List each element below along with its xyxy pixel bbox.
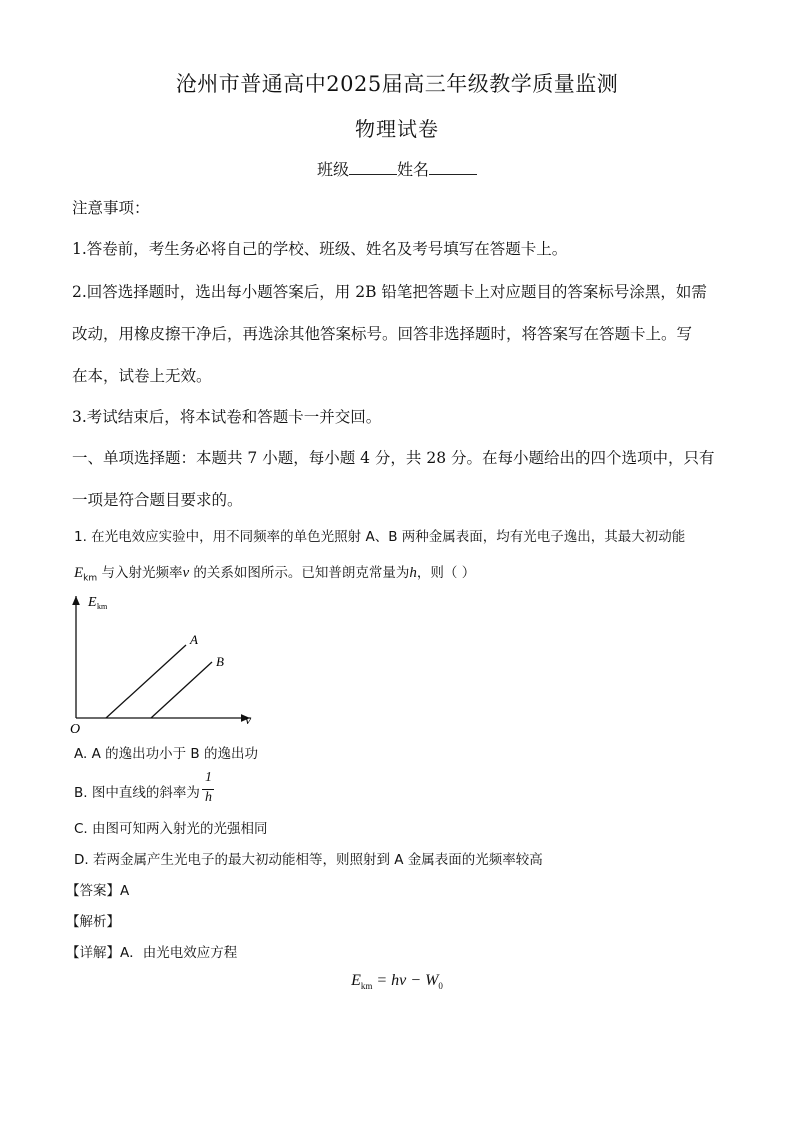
name-blank[interactable] (429, 160, 477, 175)
note-item-2-line1: 2.回答选择题时，选出每小题答案后，用 2B 铅笔把答题卡上对应题目的答案标号涂黑，如需 (72, 283, 707, 301)
note-item-1: 1.答卷前，考生务必将自己的学校、班级、姓名及考号填写在答题卡上。 (72, 240, 568, 258)
analysis-label: 【解析】 (66, 914, 120, 930)
option-c[interactable]: C. 由图可知两入射光的光强相同 (74, 821, 268, 837)
symbol-nu: ν (182, 565, 190, 581)
section-1-line1: 一、单项选择题：本题共 7 小题，每小题 4 分，共 28 分。在每小题给出的四个选项中，只有 (72, 449, 715, 467)
class-name-line (0, 157, 794, 180)
option-a[interactable]: A. A 的逸出功小于 B 的逸出功 (74, 746, 258, 762)
line-b-label: B (216, 654, 224, 669)
symbol-e: E (74, 565, 84, 581)
formula-rhs: = hν − W (372, 972, 439, 989)
symbol-km: km (83, 573, 98, 584)
stem-part-1: 与入射光频率 (101, 565, 183, 581)
symbol-h: h (409, 565, 417, 581)
name-label: 姓名 (397, 160, 430, 179)
section-1-line2: 一项是符合题目要求的。 (72, 491, 243, 509)
y-axis-sub: km (97, 602, 108, 611)
x-axis-label: ν (245, 713, 252, 728)
formula-w-sub: 0 (438, 981, 443, 992)
exam-title: 沧州市普通高中2025届高三年级教学质量监测 (175, 72, 619, 96)
note-item-3: 3.考试结束后，将本试卷和答题卡一并交回。 (72, 408, 382, 426)
exam-subtitle: 物理试卷 (355, 117, 439, 141)
note-item-2-line2: 改动，用橡皮擦干净后，再选涂其他答案标号。回答非选择题时，将答案写在答题卡上。写 (72, 325, 693, 343)
stem-part-2: 的关系如图所示。已知普朗克常量为 (193, 565, 410, 581)
detail-label: 【详解】A．由光电效应方程 (66, 945, 238, 961)
option-b-denominator: h (205, 790, 212, 805)
option-b[interactable]: B. 图中直线的斜率为 (74, 785, 200, 801)
line-b (151, 662, 212, 718)
ekm-nu-graph (66, 590, 266, 738)
stem-part-3: ，则（ ） (416, 565, 476, 581)
class-blank[interactable] (349, 160, 397, 175)
line-a (106, 645, 186, 718)
line-a-label: A (190, 632, 198, 647)
notes-heading: 注意事项： (72, 199, 150, 217)
option-b-numerator: 1 (205, 770, 212, 785)
formula-lhs-sub: km (360, 981, 373, 992)
question-1-stem-line1: 1. 在光电效应实验中，用不同频率的单色光照射 A、B 两种金属表面，均有光电子逸出，其最大初动能 (74, 529, 686, 545)
y-axis-label: E (88, 595, 97, 610)
answer-label: 【答案】A (66, 883, 130, 899)
note-item-2-line3: 在本，试卷上无效。 (72, 367, 212, 385)
origin-label: O (70, 722, 81, 737)
formula-lhs: E (351, 972, 361, 989)
option-d[interactable]: D. 若两金属产生光电子的最大初动能相等，则照射到 A 金属表面的光频率较高 (74, 852, 543, 868)
photoelectric-equation (0, 972, 794, 991)
class-label: 班级 (316, 160, 349, 179)
question-1-stem-line2 (74, 561, 475, 584)
